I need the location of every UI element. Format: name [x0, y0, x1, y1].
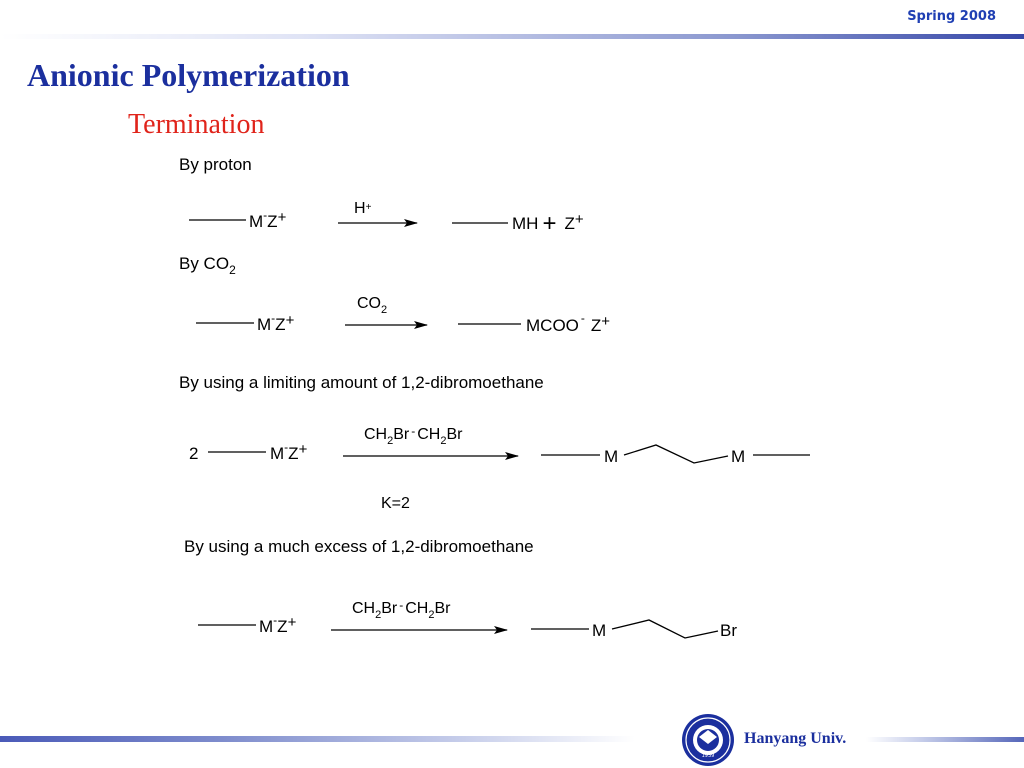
reactant-carbanion: M-Z+	[259, 613, 297, 636]
header-date: Spring 2008	[907, 9, 996, 24]
product-metal-left: M	[604, 447, 619, 466]
reagent-label: $CH_2Br$ - $CH_2Br$	[364, 424, 463, 447]
reactant-carbanion: M-Z+	[249, 208, 287, 231]
reaction-excess-dibromoethane	[198, 598, 737, 640]
university-name: Hanyang Univ.	[741, 730, 849, 748]
ethylene-bridge	[624, 445, 728, 463]
reaction-limiting-dibromoethane	[189, 424, 810, 512]
heading-by-proton: By proton	[179, 155, 252, 174]
heading-excess-dibromoethane: By using a much excess of 1,2-dibromoethane	[184, 537, 534, 556]
heading-limiting-dibromoethane: By using a limiting amount of 1,2-dibromoethane	[179, 373, 544, 392]
equilibrium-constant: K=2	[381, 495, 410, 512]
reagent-label: H+	[354, 200, 372, 217]
reagent-label: $CO_2$	[357, 295, 388, 316]
product-label: MCOO - Z+	[526, 311, 611, 335]
heading-by-co2: By $CO_2$	[179, 254, 236, 277]
reaction-proton	[189, 200, 584, 237]
product-bromide: Br	[720, 621, 737, 640]
product-metal-right: M	[731, 447, 746, 466]
bromoethyl-chain	[612, 620, 718, 638]
university-seal-icon	[681, 713, 735, 767]
slide-subtitle: Termination	[128, 109, 265, 140]
reactant-carbanion: M-Z+	[257, 311, 295, 334]
reaction-co2	[196, 295, 610, 335]
svg-text:1939: 1939	[701, 753, 715, 759]
product-label: MH + Z+	[512, 210, 584, 237]
footer-divider-right	[866, 737, 1024, 742]
product-metal: M	[592, 621, 607, 640]
reagent-label: $CH_2Br$ - $CH_2Br$	[352, 598, 451, 621]
coefficient: 2	[189, 444, 199, 463]
reactant-carbanion: M-Z+	[270, 440, 308, 463]
slide-title: Anionic Polymerization	[27, 57, 350, 93]
